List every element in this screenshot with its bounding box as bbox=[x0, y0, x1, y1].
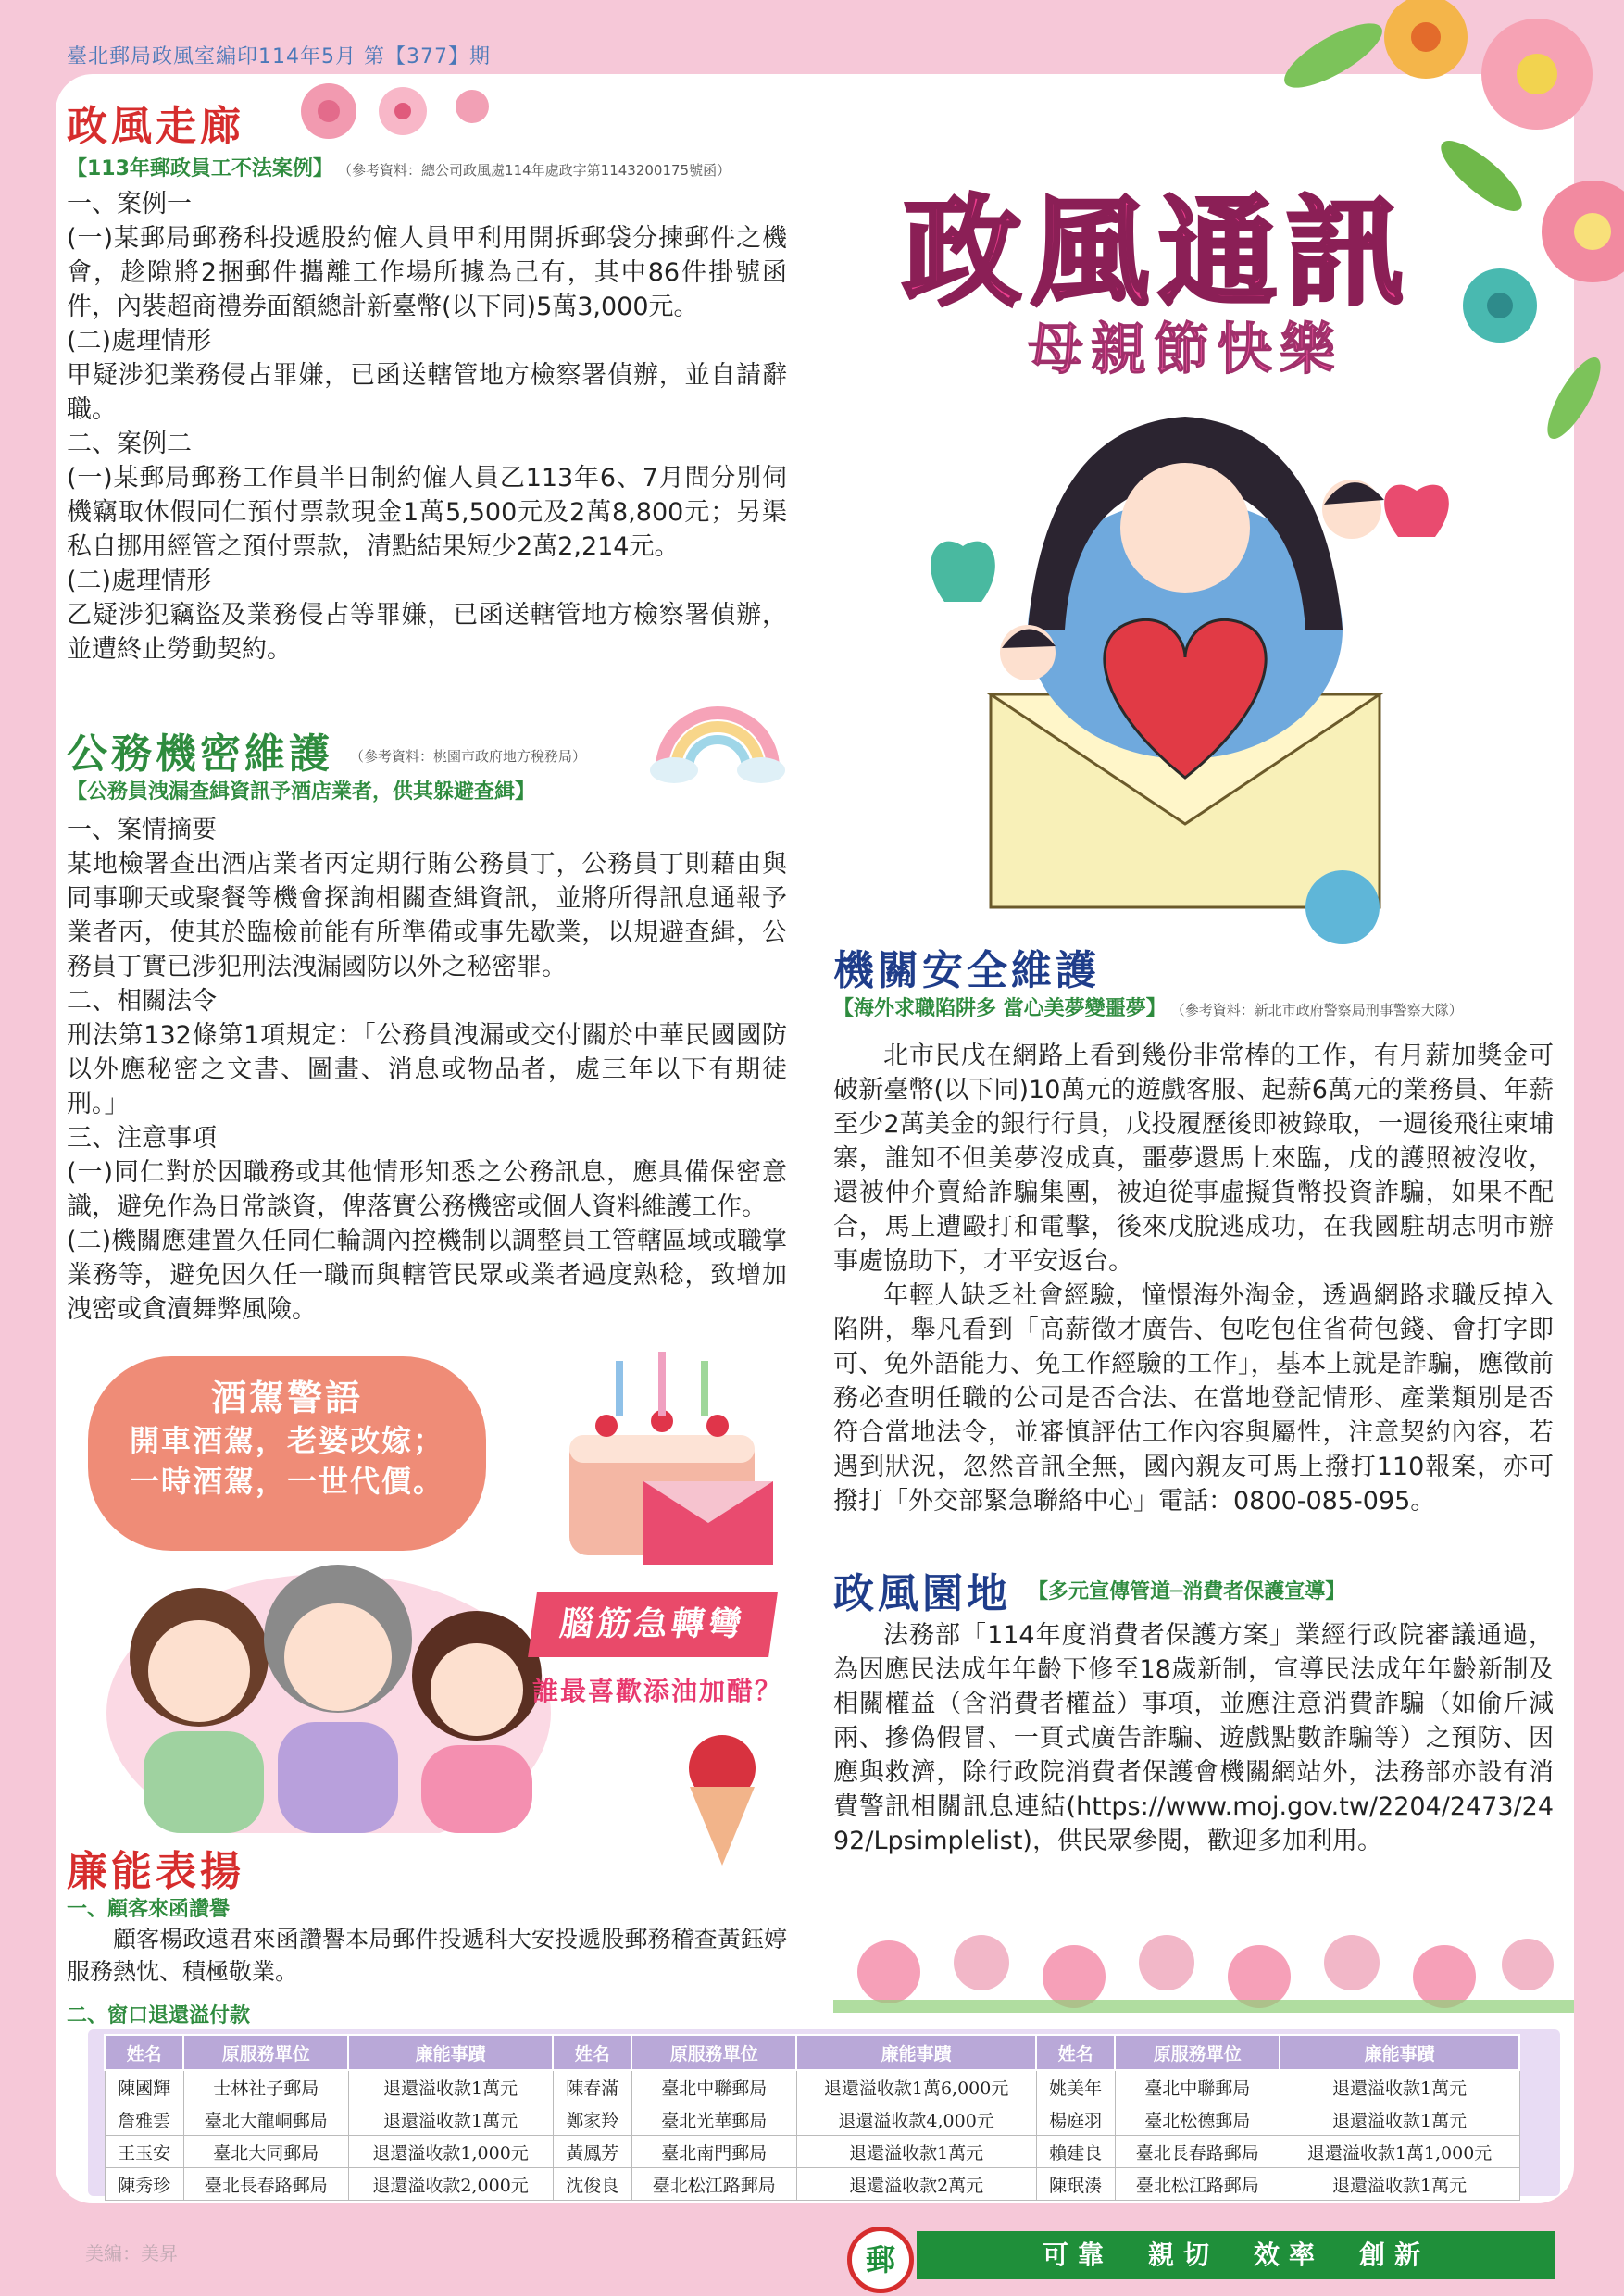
table-cell: 臺北中聯郵局 bbox=[631, 2070, 796, 2103]
table-cell: 退還溢收款2萬元 bbox=[796, 2168, 1036, 2201]
col-header: 原服務單位 bbox=[183, 2035, 348, 2070]
table-cell: 退還溢收款1,000元 bbox=[348, 2136, 553, 2168]
integrity-item-2: 二、窗口退還溢付款 bbox=[67, 2004, 251, 2028]
table-cell: 臺北中聯郵局 bbox=[1115, 2070, 1280, 2103]
table-cell: 臺北大龍峒郵局 bbox=[183, 2103, 348, 2136]
secrecy-para: 二、相關法令 bbox=[67, 987, 217, 1016]
table-cell: 退還溢收款1萬元 bbox=[1280, 2070, 1519, 2103]
gallery-reference: （參考資料：總公司政風處114年處政字第1143200175號函） bbox=[338, 162, 731, 179]
gallery-para: 一、案例一 bbox=[67, 190, 192, 218]
praise-table bbox=[104, 2034, 1520, 2201]
gallery-para: (二)處理情形 bbox=[67, 327, 212, 356]
col-header: 姓名 bbox=[553, 2035, 631, 2070]
gallery-para: (二)處理情形 bbox=[67, 567, 212, 595]
drunk-line-2: 一時酒駕，一世代價。 bbox=[129, 1464, 444, 1499]
table-header-row bbox=[105, 2035, 1519, 2070]
integrity-item-1: 一、顧客來函讚譽 bbox=[67, 1898, 231, 1921]
table-cell: 陳珉湊 bbox=[1036, 2168, 1115, 2201]
secrecy-body bbox=[67, 813, 787, 1327]
masthead-subtitle: 母親節快樂 bbox=[1028, 318, 1343, 382]
security-reference: （參考資料：新北市政府警察局刑事警察大隊） bbox=[1170, 1002, 1463, 1018]
secrecy-para: (二)機關應建置久任同仁輪調內控機制以調整員工管轄區域或職掌業務等，避免因久任一職而與轄管民眾或業者過度熟稔，致增加洩密或貪瀆舞弊風險。 bbox=[67, 1227, 787, 1324]
table-cell: 臺北松江路郵局 bbox=[631, 2168, 796, 2201]
rainbow-icon bbox=[648, 667, 787, 787]
col-header: 廉能事蹟 bbox=[1280, 2035, 1519, 2070]
table-cell: 士林社子郵局 bbox=[183, 2070, 348, 2103]
security-subtitle: 【海外求職陷阱多 當心美夢變噩夢】 bbox=[833, 997, 1167, 1020]
col-header: 廉能事蹟 bbox=[348, 2035, 553, 2070]
table-cell: 臺北松德郵局 bbox=[1115, 2103, 1280, 2136]
table-cell: 黃鳳芳 bbox=[553, 2136, 631, 2168]
bouquet-icon bbox=[667, 1731, 778, 1870]
table-cell: 退還溢收款1萬元 bbox=[1280, 2168, 1519, 2201]
table-cell: 退還溢收款1萬元 bbox=[348, 2103, 553, 2136]
security-title: 機關安全維護 bbox=[833, 947, 1100, 994]
decor-flowers-bottom bbox=[833, 1907, 1574, 2028]
security-subtitle-line bbox=[833, 992, 1555, 1021]
secrecy-subtitle: 【公務員洩漏查緝資訊予酒店業者，供其躲避查緝】 bbox=[67, 780, 536, 804]
security-body bbox=[833, 1039, 1554, 1518]
table-cell: 姚美年 bbox=[1036, 2070, 1115, 2103]
gallery-para: 乙疑涉犯竊盜及業務侵占等罪嫌，已函送轄管地方檢察署偵辦，並遭終止勞動契約。 bbox=[67, 601, 787, 664]
table-cell: 臺北南門郵局 bbox=[631, 2136, 796, 2168]
garden-para: 法務部「114年度消費者保護方案」業經行政院審議通過，為因應民法成年年齡下修至18歲新制，宣導民法成年年齡新制及相關權益（含消費者權益）事項，並應注意消費詐騙（如偷斤減兩、摻偽假冒、一頁式廣告詐騙、遊戲點數詐騙等）之預防、因應與救濟，除行政院消費者保護會機關網站外，法務部亦設有消費警訊相關訊息連結(https://www.moj.gov.tw/2204/2473/2492/Lpsimplelist)，供民眾參閱，歡迎多加利用。 bbox=[833, 1621, 1554, 1855]
garden-subtitle: 【多元宣傳管道─消費者保護宣導】 bbox=[1028, 1580, 1346, 1603]
gallery-subtitle: 【113年郵政員工不法案例】 bbox=[67, 157, 333, 181]
table-cell: 退還溢收款1萬元 bbox=[796, 2136, 1036, 2168]
table-cell: 退還溢收款1萬元 bbox=[348, 2070, 553, 2103]
security-para: 年輕人缺乏社會經驗，憧憬海外淘金，透過網路求職反掉入陷阱，舉凡看到「高薪徵才廣告、包吃包住省荷包錢、會打字即可、免外語能力、免工作經驗的工作」，基本上就是詐騙，應徵前務必查明任職的公司是否合法、在當地登記情形、產業類別是否符合當地法令，並審慎評估工作內容與屬性，注意契約內容，若遇到狀況，忽然音訊全無，國內親友可馬上撥打110報案，亦可撥打「外交部緊急聯絡中心」電話：0800-085-095。 bbox=[833, 1281, 1554, 1516]
col-header: 姓名 bbox=[105, 2035, 183, 2070]
secrecy-para: 某地檢署查出酒店業者丙定期行賄公務員丁，公務員丁則藉由與同事聊天或聚餐等機會探詢相關查緝資訊，並將所得訊息通報予業者丙，使其於臨檢前能有所準備或事先歇業，以規避查緝，公務員丁實已涉犯刑法洩漏國防以外之秘密罪。 bbox=[67, 850, 787, 981]
quiz-tag: 腦筋急轉彎 bbox=[528, 1592, 778, 1657]
table-cell: 臺北大同郵局 bbox=[183, 2136, 348, 2168]
table-cell: 臺北長春路郵局 bbox=[183, 2168, 348, 2201]
table-cell: 陳春滿 bbox=[553, 2070, 631, 2103]
table-cell: 陳秀珍 bbox=[105, 2168, 183, 2201]
secrecy-title: 公務機密維護 bbox=[67, 730, 333, 778]
integrity-title: 廉能表揚 bbox=[67, 1848, 244, 1895]
gallery-para: (一)某郵局郵務科投遞股約僱人員甲利用開拆郵袋分揀郵件之機會，趁隙將2捆郵件攜離工作場所據為己有，其中86件掛號函件，內裝超商禮券面額總計新臺幣(以下同)5萬3,000元。 bbox=[67, 224, 787, 321]
table-row bbox=[105, 2168, 1519, 2201]
table-cell: 退還溢收款4,000元 bbox=[796, 2103, 1036, 2136]
drunk-title: 酒駕警語 bbox=[210, 1378, 363, 1418]
gallery-para: 二、案例二 bbox=[67, 430, 192, 458]
footer-slogan: 可靠 親切 效率 創新 bbox=[917, 2231, 1555, 2279]
gallery-title: 政風走廊 bbox=[67, 103, 244, 150]
garden-body bbox=[833, 1618, 1554, 1858]
post-logo-icon: 郵 bbox=[847, 2227, 914, 2293]
table-cell: 陳國輝 bbox=[105, 2070, 183, 2103]
secrecy-para: 三、注意事項 bbox=[67, 1124, 217, 1153]
table-cell: 詹雅雲 bbox=[105, 2103, 183, 2136]
col-header: 原服務單位 bbox=[631, 2035, 796, 2070]
quiz-question: 誰最喜歡添油加醋？ bbox=[532, 1676, 783, 1706]
secrecy-para: 一、案情摘要 bbox=[67, 816, 217, 844]
gallery-para: (一)某郵局郵務工作員半日制約僱人員乙113年6、7月間分別伺機竊取休假同仁預付票款現金1萬5,500元及2萬8,800元；另渠私自挪用經管之預付票款，清點結果短少2萬2,214元。 bbox=[67, 464, 787, 561]
secrecy-reference: （參考資料：桃園市政府地方稅務局） bbox=[350, 748, 587, 765]
table-cell: 鄭家羚 bbox=[553, 2103, 631, 2136]
table-cell: 楊庭羽 bbox=[1036, 2103, 1115, 2136]
table-cell: 沈俊良 bbox=[553, 2168, 631, 2201]
garden-title: 政風園地 bbox=[833, 1570, 1011, 1617]
table-cell: 臺北長春路郵局 bbox=[1115, 2136, 1280, 2168]
table-cell: 賴建良 bbox=[1036, 2136, 1115, 2168]
table-cell: 臺北松江路郵局 bbox=[1115, 2168, 1280, 2201]
table-row bbox=[105, 2103, 1519, 2136]
secrecy-para: (一)同仁對於因職務或其他情形知悉之公務訊息，應具備保密意識，避免作為日常談資，俾落實公務機密或個人資料維護工作。 bbox=[67, 1158, 787, 1221]
table-cell: 王玉安 bbox=[105, 2136, 183, 2168]
mothers-day-illustration bbox=[880, 389, 1454, 944]
table-cell: 退還溢收款2,000元 bbox=[348, 2168, 553, 2201]
table-row bbox=[105, 2136, 1519, 2168]
table-cell: 退還溢收款1萬6,000元 bbox=[796, 2070, 1036, 2103]
flower-icons bbox=[292, 79, 505, 144]
col-header: 原服務單位 bbox=[1115, 2035, 1280, 2070]
masthead-title: 政風通訊 bbox=[903, 184, 1415, 322]
women-illustration bbox=[69, 1500, 588, 1833]
integrity-item-1-text: 顧客楊政遠君來函讚譽本局郵件投遞科大安投遞股郵務稽查黃鈺婷服務熱忱、積極敬業。 bbox=[67, 1926, 787, 1985]
issue-header: 臺北郵局政風室編印114年5月 第【377】期 bbox=[67, 45, 491, 69]
table-cell: 退還溢收款1萬元 bbox=[1280, 2103, 1519, 2136]
design-credit: 美編：美昇 bbox=[85, 2242, 178, 2265]
secrecy-para: 刑法第132條第1項規定：「公務員洩漏或交付關於中華民國國防以外應秘密之文書、圖畫、消息或物品者，處三年以下有期徒刑。」 bbox=[67, 1021, 787, 1118]
table-row bbox=[105, 2070, 1519, 2103]
drunk-line-1: 開車酒駕，老婆改嫁； bbox=[129, 1423, 444, 1458]
col-header: 姓名 bbox=[1036, 2035, 1115, 2070]
gallery-body bbox=[67, 187, 787, 667]
gallery-para: 甲疑涉犯業務侵占罪嫌，已函送轄管地方檢察署偵辦，並自請辭職。 bbox=[67, 361, 787, 424]
col-header: 廉能事蹟 bbox=[796, 2035, 1036, 2070]
table-cell: 退還溢收款1萬1,000元 bbox=[1280, 2136, 1519, 2168]
table-cell: 臺北光華郵局 bbox=[631, 2103, 796, 2136]
gallery-subtitle-line bbox=[67, 153, 789, 181]
security-para: 北市民戊在網路上看到幾份非常棒的工作，有月薪加獎金可破新臺幣(以下同)10萬元的遊戲客服、起薪6萬元的業務員、年薪至少2萬美金的銀行行員，戊投履歷後即被錄取，一週後飛往柬埔寨，誰知不但美夢沒成真，噩夢還馬上來臨，戊的護照被沒收，還被仲介賣給詐騙集團，被迫從事虛擬貨幣投資詐騙，如果不配合，馬上遭毆打和電擊，後來戊脫逃成功，在我國駐胡志明市辦事處協助下，才平安返台。 bbox=[833, 1042, 1554, 1276]
